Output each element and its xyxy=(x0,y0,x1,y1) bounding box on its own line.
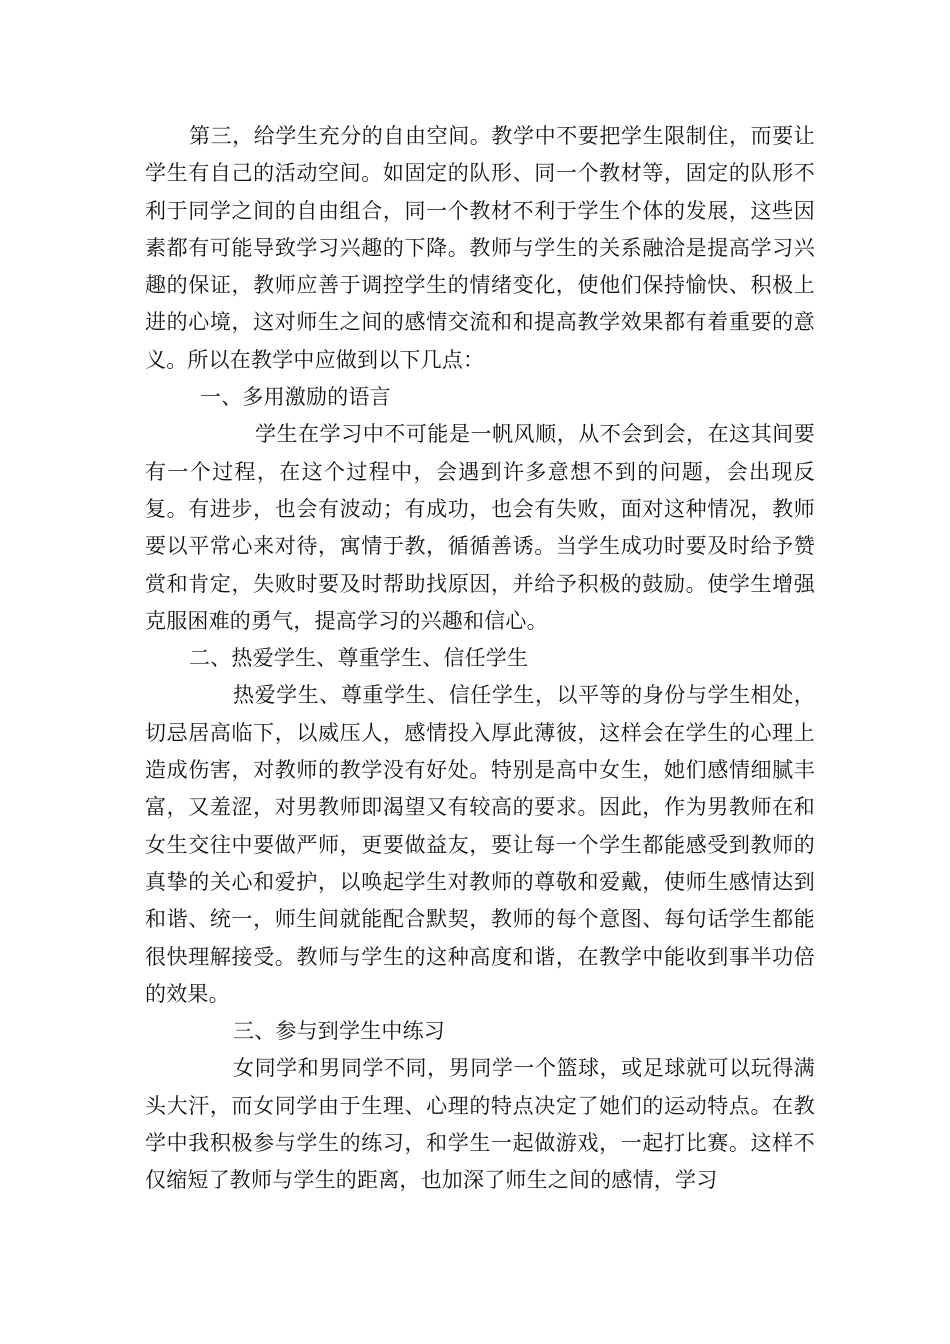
paragraph-free-space: 第三，给学生充分的自由空间。教学中不要把学生限制住，而要让学生有自己的活动空间。如固定的队形、同一个教材等，固定的队形不利于同学之间的自由组合，同一个教材不利于学生个体的发展，这些因素都有可能导致学习兴趣的下降。教师与学生的关系融洽是提高学习兴趣的保证，教师应善于调控学生的情绪变化，使他们保持愉快、积极上进的心境，这对师生之间的感情交流和和提高教学效果都有着重要的意义。所以在教学中应做到以下几点： xyxy=(145,124,815,372)
heading-love-respect-trust: 二、热爱学生、尊重学生、信任学生 xyxy=(189,646,529,671)
document-body xyxy=(145,118,815,1200)
heading-join-practice: 三、参与到学生中练习 xyxy=(233,1019,445,1044)
paragraph-join-practice: 女同学和男同学不同，男同学一个篮球，或足球就可以玩得满头大汗，而女同学由于生理、心理的特点决定了她们的运动特点。在教学中我积极参与学生的练习，和学生一起做游戏，一起打比赛。这样不仅缩短了教师与学生的距离，也加深了师生之间的感情，学习 xyxy=(145,1056,815,1193)
paragraph-encouraging-language: 学生在学习中不可能是一帆风顺，从不会到会，在这其间要有一个过程，在这个过程中，会遇到许多意想不到的问题，会出现反复。有进步，也会有波动；有成功，也会有失败，面对这种情况，教师要以平常心来对待，寓情于教，循循善诱。当学生成功时要及时给予赞赏和肯定，失败时要及时帮助找原因，并给予积极的鼓励。使学生增强克服困难的勇气，提高学习的兴趣和信心。 xyxy=(145,422,815,633)
heading-encouraging-language: 一、多用激励的语言 xyxy=(200,385,391,410)
paragraph-love-respect-trust: 热爱学生、尊重学生、信任学生，以平等的身份与学生相处，切忌居高临下，以威压人，感情投入厚此薄彼，这样会在学生的心理上造成伤害，对教师的教学没有好处。特别是高中女生，她们感情细腻丰富，又羞涩，对男教师即渴望又有较高的要求。因此，作为男教师在和女生交往中要做严师，更要做益友，要让每一个学生都能感受到教师的真挚的关心和爱护，以唤起学生对教师的尊敬和爱戴，使师生感情达到和谐、统一，师生间就能配合默契，教师的每个意图、每句话学生都能很快理解接受。教师与学生的这种高度和谐，在教学中能收到事半功倍的效果。 xyxy=(145,683,815,1006)
